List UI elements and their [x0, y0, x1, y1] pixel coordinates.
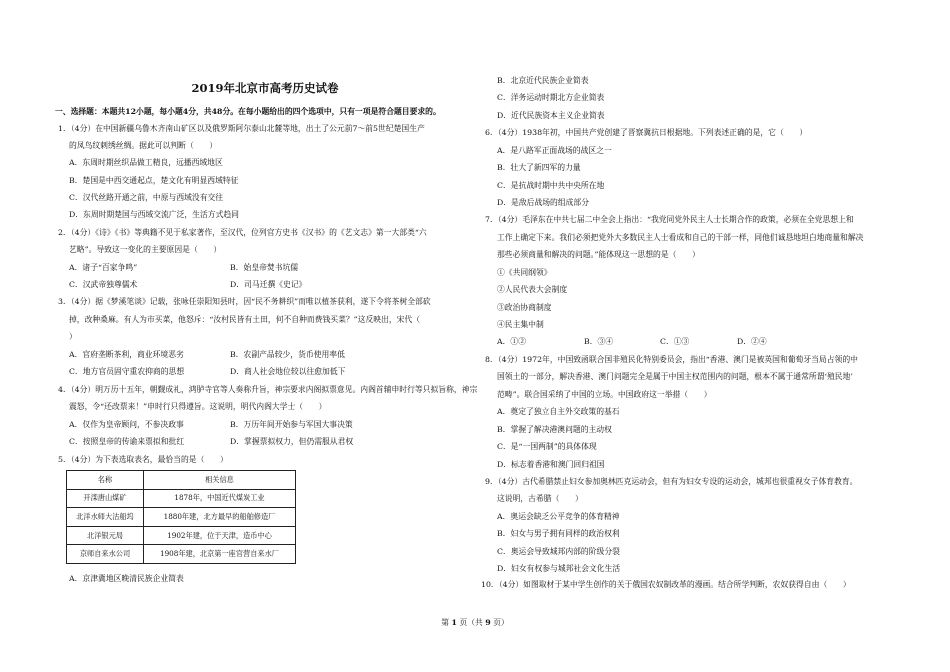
table-cell: 开滦唐山煤矿 — [67, 489, 144, 508]
q2-option-a: A．诸子“百家争鸣” — [69, 263, 138, 272]
q6-option-d: D．是敌后战场的组成部分 — [497, 198, 590, 207]
q1-stem-line1: 1．（4分）在中国新疆乌鲁木齐南山矿区以及俄罗斯阿尔泰山北麓等地，出土了公元前7～前5世纪楚国生产 — [58, 124, 425, 133]
table-cell: 北洋银元局 — [67, 526, 144, 545]
q6-option-c: C．是抗战时期中共中央所在地 — [497, 181, 605, 190]
table-row — [67, 508, 296, 527]
q8-option-b: B．掌握了解决港澳问题的主动权 — [497, 425, 612, 434]
q5-option-c: C．洋务运动时期北方企业简表 — [497, 93, 605, 102]
q7-option-c: C．①③ — [660, 337, 690, 346]
q1-stem-line2: 的凤鸟纹刺绣丝绸。据此可以判断（ ） — [69, 141, 218, 150]
q6-option-a: A．是八路军正面战场的战区之一 — [497, 146, 612, 155]
q7-item-2: ②人民代表大会制度 — [497, 285, 568, 294]
q5-option-b: B．北京近代民族企业简表 — [497, 76, 589, 85]
table-cell: 京师自来水公司 — [67, 545, 144, 564]
q6-option-b: B．壮大了新四军的力量 — [497, 163, 581, 172]
table-cell: 1878年，中国近代煤炭工业 — [144, 489, 296, 508]
q9-option-b: B．妇女与男子拥有同样的政治权利 — [497, 529, 620, 538]
q8-option-a: A．奠定了独立自主外交政策的基石 — [497, 407, 620, 416]
q1-option-b: B．楚国是中西交通起点，楚文化有明显西域特征 — [69, 176, 239, 185]
q3-option-c: C．地方官员固守重农抑商的思想 — [69, 367, 185, 376]
q1-option-c: C．汉代丝路开通之前，中原与西域没有交往 — [69, 193, 224, 202]
q3-stem-line1: 3．（4分）据《梦溪笔谈》记载，张咏任崇阳知县时，因“民不务耕织”而唯以植茶获利，遂下令将茶树全部砍 — [58, 297, 431, 306]
q5-table — [66, 470, 296, 564]
page-title: 2019年北京市高考历史试卷 — [191, 81, 339, 95]
section-heading: 一、选择题：本题共12小题，每小题4分，共48分。在每小题给出的四个选项中，只有一项是符合题目要求的。 — [55, 107, 441, 116]
table-header-name: 名称 — [67, 471, 144, 490]
table-header-info: 相关信息 — [144, 471, 296, 490]
q5-option-d: D．近代民族资本主义企业简表 — [497, 111, 605, 120]
q7-item-1: ①《共同纲领》 — [497, 268, 552, 277]
q3-stem-line3: ） — [69, 332, 77, 341]
footer-total-pages: 9 — [485, 618, 491, 627]
q8-stem-line1: 8．（4分）1972年，中国致函联合国非殖民化特别委员会，指出“香港、澳门是被英国和葡萄牙当局占领的中 — [485, 355, 858, 364]
q9-stem-line2: 这说明，古希腊（ ） — [497, 494, 583, 503]
q4-stem-line2: 震怒，令“还改票来！”申时行只得遵旨。这说明，明代内阁大学士（ ） — [69, 402, 327, 411]
q10-stem-line1: 10．（4分）如图取材于某中学生创作的关于俄国农奴制改革的漫画。结合所学判断，农奴获得自由（ ） — [481, 580, 851, 589]
q9-option-d: D．妇女有权参与城邦社会文化生活 — [497, 564, 621, 573]
q3-stem-line2: 掉，改种桑麻。有人为市买菜，他怒斥：“汝村民皆有土田，何不自种而费钱买菜？”这反映出，宋代（ — [69, 315, 421, 324]
q8-stem-line3: 范畴”。联合国采纳了中国的立场。中国政府这一举措（ ） — [497, 390, 712, 399]
q8-option-d: D．标志着香港和澳门回归祖国 — [497, 460, 605, 469]
table-cell: 1908年建，北京第一座官营自来水厂 — [144, 545, 296, 564]
q4-option-a: A．仅作为皇帝顾问，不参决政事 — [69, 420, 184, 429]
q9-stem-line1: 9．（4分）古代希腊禁止妇女参加奥林匹克运动会，但有为妇女专设的运动会，城邦也很重视女子体育教育。 — [485, 477, 858, 486]
q8-option-c: C．是“一国两制”的具体体现 — [497, 442, 597, 451]
footer-prefix: 第 — [441, 618, 449, 627]
q3-option-b: B．农副产品较少，货币使用率低 — [230, 350, 345, 359]
q9-option-a: A．奥运会缺乏公平竞争的体育精神 — [497, 512, 620, 521]
q2-option-d: D．司马迁撰《史记》 — [230, 280, 307, 289]
q4-stem-line1: 4．（4分）明万历十五年，朝觐成礼，鸿胪寺官等人奏称升旨，神宗要求内阁拟票意见。内阁首辅申时行等只拟旨称，神宗 — [58, 385, 478, 394]
q4-option-c: C．按照皇帝的传谕来票拟和批红 — [69, 437, 185, 446]
table-row — [67, 545, 296, 564]
q7-option-b: B．③④ — [584, 337, 614, 346]
q2-option-b: B．始皇帝焚书坑儒 — [230, 263, 299, 272]
q7-item-3: ③政治协商制度 — [497, 303, 552, 312]
table-row — [67, 526, 296, 545]
q1-option-a: A．东周时期丝织品做工精良，远播西域地区 — [69, 158, 223, 167]
q3-option-d: D．商人社会地位较以往愈加低下 — [230, 367, 346, 376]
q6-stem-line1: 6．（4分）1938年初，中国共产党创建了晋察冀抗日根据地。下列表述正确的是，它（ ） — [485, 128, 808, 137]
q4-option-b: B．万历年间开始参与军国大事决策 — [230, 420, 353, 429]
q5-option-a: A．京津冀地区晚清民族企业简表 — [69, 574, 184, 583]
footer-page-number: 1 — [451, 618, 457, 627]
q3-option-a: A．官府垄断茶利，商业环境恶劣 — [69, 350, 184, 359]
q7-stem-line2: 工作上确定下来。我们必须把党外大多数民主人士看成和自己的干部一样，同他们诚恳地坦白地商量和解决 — [497, 233, 864, 242]
table-cell: 1902年建，位于天津，造币中心 — [144, 526, 296, 545]
q8-stem-line2: 国领土的一部分，解决香港、澳门问题完全是属于中国主权范围内的问题，根本不属于通常所谓‘殖民地’ — [497, 372, 853, 381]
q5-stem-line1: 5．（4分）为下表选取表名，最恰当的是（ ） — [58, 455, 228, 464]
footer-mid: 页（共 — [459, 618, 483, 627]
q1-option-d: D．东周时期楚国与西域交流广泛，生活方式趋同 — [69, 210, 239, 219]
q7-option-d: D．②④ — [737, 337, 767, 346]
q2-stem-line1: 2．（4分）《诗》《书》等典籍不见于私家著作，至汉代，位列官方史书《汉书》的《艺文志》第一大部类“六 — [58, 228, 427, 237]
table-row — [67, 489, 296, 508]
q7-stem-line1: 7．（4分）毛泽东在中共七届二中全会上指出：“我党同党外民主人士长期合作的政策，必须在全党思想上和 — [485, 215, 854, 224]
footer-suffix: 页） — [493, 618, 509, 627]
page-footer — [0, 617, 950, 628]
q7-stem-line3: 那些必须商量和解决的问题。”能体现这一思想的是（ ） — [497, 250, 700, 259]
q4-option-d: D．掌握票拟权力，但仍需服从君权 — [230, 437, 354, 446]
table-cell: 1880年建，北方最早的船舶修造厂 — [144, 508, 296, 527]
q7-item-4: ④民主集中制 — [497, 320, 544, 329]
table-cell: 北洋水师大沽船坞 — [67, 508, 144, 527]
q2-stem-line2: 艺略”。导致这一变化的主要原因是（ ） — [69, 245, 222, 254]
q2-option-c: C．汉武帝独尊儒术 — [69, 280, 138, 289]
q7-option-a: A．①② — [497, 337, 527, 346]
q9-option-c: C．奥运会导致城邦内部的阶级分裂 — [497, 547, 620, 556]
